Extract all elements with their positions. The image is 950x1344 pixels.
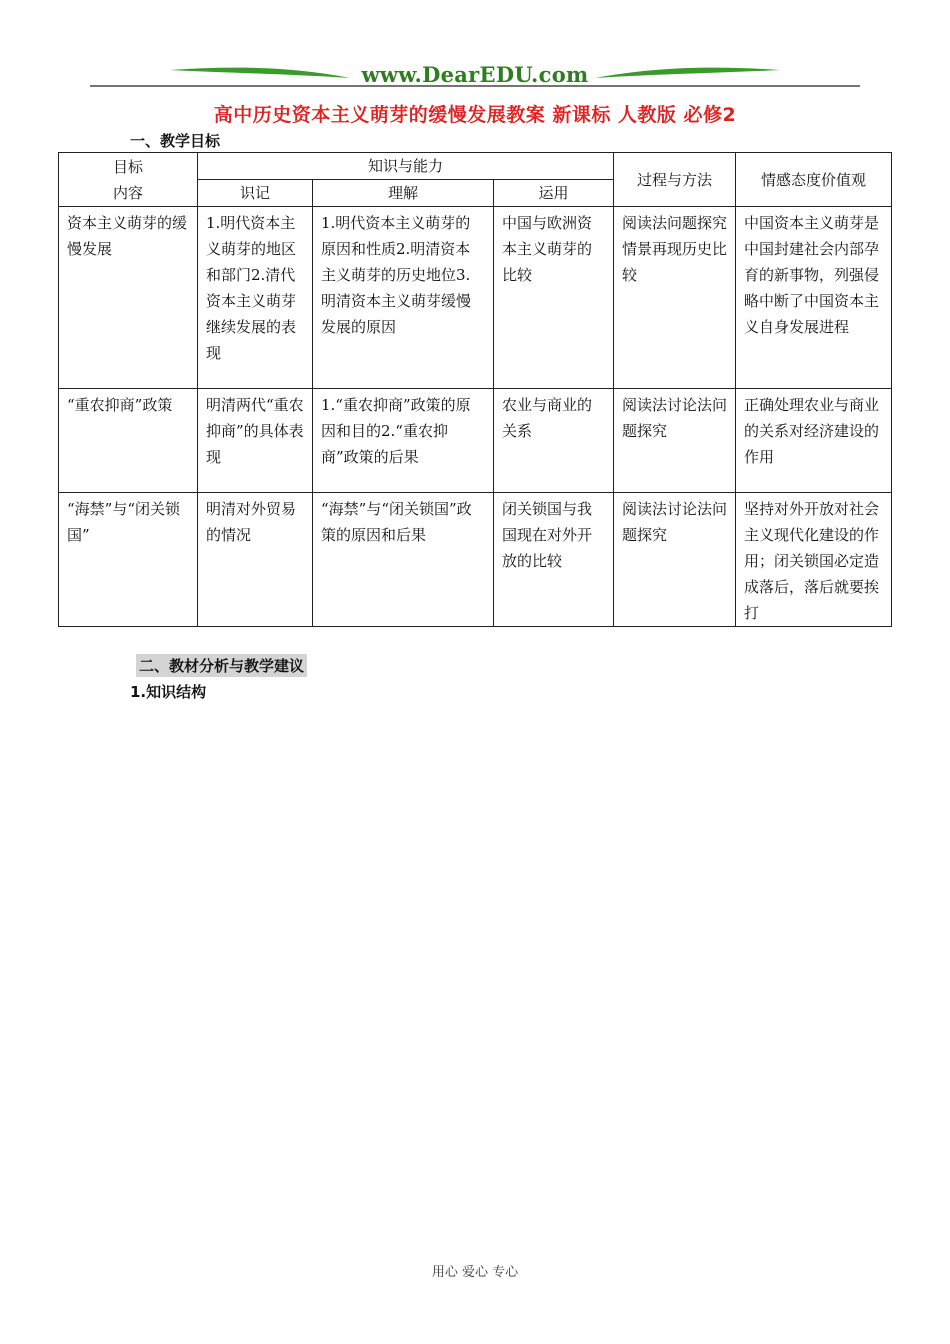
cell-process: 阅读法讨论法问题探究 bbox=[614, 389, 736, 493]
cell-recall: 1.明代资本主义萌芽的地区和部门2.清代资本主义萌芽继续发展的表现 bbox=[198, 207, 313, 389]
header-apply: 运用 bbox=[494, 180, 614, 207]
cell-emotion: 正确处理农业与商业的关系对经济建设的作用 bbox=[736, 389, 892, 493]
header-corner-cell bbox=[59, 153, 198, 207]
cell-emotion: 中国资本主义萌芽是中国封建社会内部孕育的新事物，列强侵略中断了中国资本主义自身发展进程 bbox=[736, 207, 892, 389]
cell-content: “重农抑商”政策 bbox=[59, 389, 198, 493]
table-header-row bbox=[59, 153, 892, 180]
table-row bbox=[59, 493, 892, 627]
cell-apply: 中国与欧洲资本主义萌芽的比较 bbox=[494, 207, 614, 389]
cell-emotion: 坚持对外开放对社会主义现代化建设的作用；闭关锁国必定造成落后，落后就要挨打 bbox=[736, 493, 892, 627]
objectives-table bbox=[58, 152, 892, 627]
cell-recall: 明清两代“重农抑商”的具体表现 bbox=[198, 389, 313, 493]
section-heading-objectives: 一、教学目标 bbox=[130, 132, 221, 150]
header-understand: 理解 bbox=[313, 180, 494, 207]
cell-content: “海禁”与“闭关锁国” bbox=[59, 493, 198, 627]
cell-apply: 闭关锁国与我国现在对外开放的比较 bbox=[494, 493, 614, 627]
subsection-heading-structure: 1.知识结构 bbox=[130, 683, 207, 701]
site-logo[interactable]: www.DearEDU.com bbox=[361, 62, 589, 87]
cell-understand: “海禁”与“闭关锁国”政策的原因和后果 bbox=[313, 493, 494, 627]
document-title: 高中历史资本主义萌芽的缓慢发展教案 新课标 人教版 必修2 bbox=[213, 104, 737, 126]
cell-understand: 1.“重农抑商”政策的原因和目的2.“重农抑商”政策的后果 bbox=[313, 389, 494, 493]
header-recall: 识记 bbox=[198, 180, 313, 207]
cell-content: 资本主义萌芽的缓慢发展 bbox=[59, 207, 198, 389]
header-process-method: 过程与方法 bbox=[614, 153, 736, 207]
table-row bbox=[59, 207, 892, 389]
header-corner-bottom: 内容 bbox=[112, 183, 143, 202]
cell-process: 阅读法讨论法问题探究 bbox=[614, 493, 736, 627]
cell-recall: 明清对外贸易的情况 bbox=[198, 493, 313, 627]
header-corner-top: 目标 bbox=[112, 157, 143, 176]
page-footer-motto: 用心 爱心 专心 bbox=[431, 1265, 519, 1280]
cell-process: 阅读法问题探究情景再现历史比较 bbox=[614, 207, 736, 389]
header-emotion-values: 情感态度价值观 bbox=[736, 153, 892, 207]
header-knowledge-ability: 知识与能力 bbox=[198, 153, 614, 180]
cell-understand: 1.明代资本主义萌芽的原因和性质2.明清资本主义萌芽的历史地位3.明清资本主义萌芽缓慢发展的原因 bbox=[313, 207, 494, 389]
site-header-banner bbox=[90, 60, 860, 90]
table-row bbox=[59, 389, 892, 493]
section-heading-analysis: 二、教材分析与教学建议 bbox=[136, 654, 307, 677]
cell-apply: 农业与商业的关系 bbox=[494, 389, 614, 493]
